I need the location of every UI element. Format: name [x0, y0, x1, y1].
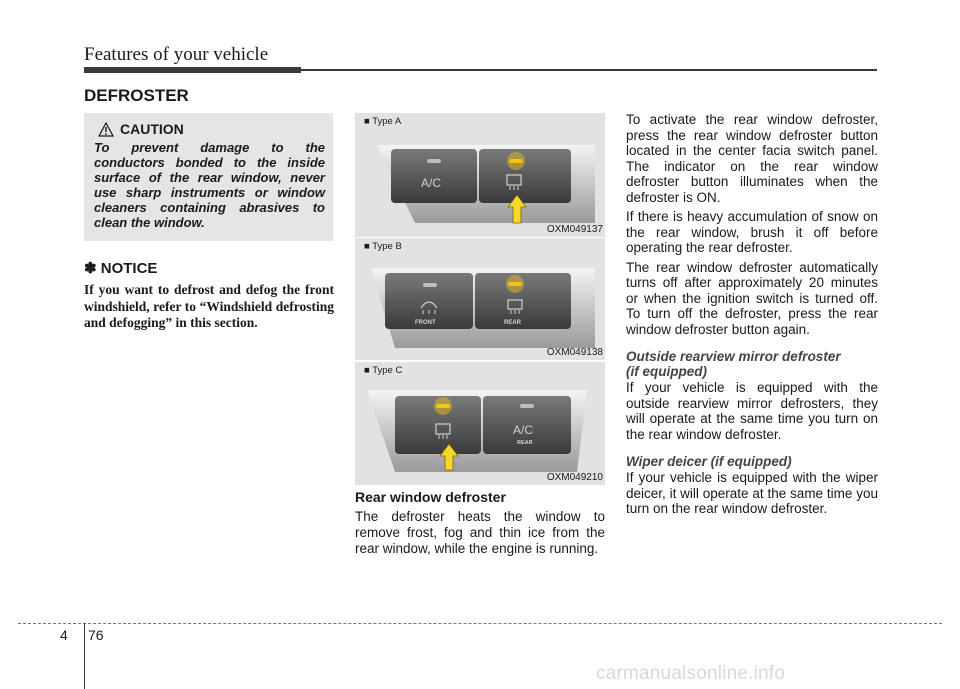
activate-paragraph: To activate the rear window defroster, press the rear window defroster button located in the center facia switch panel. The indicator on the rear window defroster button illuminates when the defroster is ON. — [626, 112, 878, 205]
fig-c-right-subtext: REAR — [517, 440, 533, 446]
wiper-deicer-title: Wiper deicer (if equipped) — [626, 454, 792, 469]
defroster-switch-illustration-a — [355, 113, 605, 237]
header-rule-thin — [301, 69, 877, 71]
figure-type-a — [355, 113, 605, 237]
auto-off-paragraph: The rear window defroster automatically turns off after approximately 20 minutes or when the ignition switch is turned off. To turn off the defroster, press the rear window defroster button again. — [626, 259, 878, 337]
defroster-switch-illustration-c — [355, 362, 605, 485]
watermark: carmanualsonline.info — [596, 663, 786, 684]
mirror-title-line-1: Outside rearview mirror defroster — [626, 349, 841, 364]
notice-title: ✽ NOTICE — [84, 260, 158, 277]
figure-code: OXM049138 — [546, 347, 603, 358]
page-header-title: Features of your vehicle — [84, 44, 269, 65]
caution-title: CAUTION — [120, 121, 184, 137]
mirror-title-line-2: (if equipped) — [626, 364, 707, 379]
figure-type-label: ■ Type C — [364, 365, 403, 376]
rear-defroster-title: Rear window defroster — [355, 489, 506, 505]
section-title: DEFROSTER — [84, 86, 189, 105]
page-number: 76 — [88, 627, 104, 643]
mirror-defroster-text: If your vehicle is equipped with the outside rearview mirror defrosters, they will operate at the same time you turn on the rear window defroster. — [626, 380, 878, 442]
fig-c-right-text: A/C — [513, 423, 534, 437]
header-rule-thick — [84, 67, 301, 73]
caution-text: To prevent damage to the conductors bonded to the inside surface of the rear window, never use sharp instruments or window cleaners containing abrasives to clean the window. — [94, 140, 325, 230]
figure-code: OXM049210 — [546, 472, 603, 483]
footer-vertical-rule — [84, 623, 85, 689]
rear-defroster-text: The defroster heats the window to remove frost, fog and thin ice from the rear window, while the engine is running. — [355, 509, 605, 556]
wiper-deicer-text: If your vehicle is equipped with the wiper deicer, it will operate at the same time you turn on the rear window defroster. — [626, 470, 878, 516]
defroster-switch-illustration-b — [355, 238, 605, 360]
figure-code: OXM049137 — [546, 224, 603, 235]
figure-type-c — [355, 362, 605, 485]
notice-text: If you want to defrost and defog the front windshield, refer to “Windshield defrosting and defogging” in this section. — [84, 282, 334, 330]
caution-box — [84, 113, 333, 241]
figure-type-label: ■ Type A — [364, 116, 402, 127]
page-section-number: 4 — [60, 627, 68, 643]
footer-divider — [18, 623, 942, 624]
instructions-column — [626, 112, 878, 521]
mirror-defroster-title — [626, 349, 878, 379]
fig-b-right-text: REAR — [504, 320, 522, 326]
fig-b-left-text: FRONT — [415, 320, 436, 326]
figure-type-label: ■ Type B — [364, 241, 402, 252]
snow-paragraph: If there is heavy accumulation of snow on the rear window, brush it off before operating the rear defroster. — [626, 209, 878, 255]
fig-a-left-text: A/C — [421, 176, 442, 190]
figure-type-b — [355, 238, 605, 360]
caution-header — [98, 121, 325, 137]
warning-triangle-icon — [98, 122, 114, 137]
